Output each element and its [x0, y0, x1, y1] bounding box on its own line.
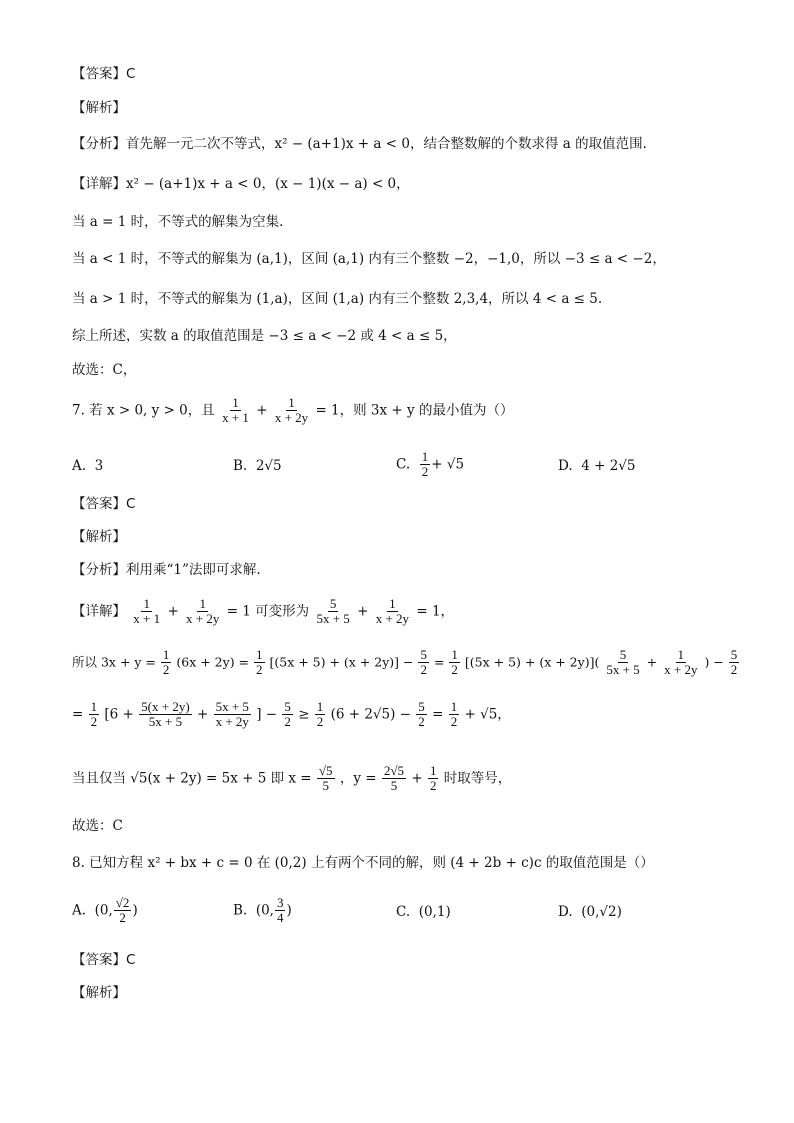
case-a-lt-1: 当 a < 1 时，不等式的解集为 (a,1)，区间 (a,1) 内有三个整数 −2，−1,0，所以 −3 ≤ a < −2，	[72, 251, 666, 267]
option-letter: D.	[558, 904, 573, 920]
option-value: )	[286, 902, 292, 919]
detail-line-1	[72, 597, 454, 627]
detail-line-3	[72, 700, 511, 730]
fraction: $\frac{√5}{5}$	[318, 763, 333, 794]
option-value: )	[132, 902, 138, 919]
option-value: + √5	[431, 456, 465, 473]
answer-label-2: 【答案】C	[72, 496, 136, 512]
text-segment: ] −	[256, 706, 278, 723]
fraction: $\frac{1}{2}$	[316, 699, 324, 730]
option-letter: B.	[233, 458, 248, 474]
answer-label-1: 【答案】C	[72, 66, 136, 82]
q7-option-c	[396, 450, 464, 480]
operator: =	[432, 706, 444, 723]
fraction: $\frac{1}{2}$	[429, 763, 437, 794]
fraction: $\frac{5}{2}$	[730, 647, 738, 678]
text-segment: = 1 可变形为	[226, 603, 310, 620]
fraction: $\frac{1}{x + 2y}$	[186, 596, 220, 627]
fraction: $\frac{5}{5x + 5}$	[316, 596, 350, 627]
detail-line-4	[72, 764, 511, 794]
option-fraction: $\frac{1}{2}$	[421, 449, 429, 480]
fraction: $\frac{5}{2}$	[418, 699, 425, 730]
option-value: (0,	[94, 902, 113, 919]
q7-option-a	[72, 458, 103, 474]
text-segment: = 1，	[416, 603, 455, 620]
answer-label-3: 【答案】C	[72, 952, 136, 968]
choice-text-2: 故选：C	[72, 818, 123, 834]
detail-line-2	[72, 648, 740, 678]
option-value: (0,√2)	[581, 904, 622, 920]
fraction: $\frac{1}{2}$	[450, 699, 458, 730]
summary-text: 综上所述，实数 a 的取值范围是 −3 ≤ a < −2 或 4 < a ≤ 5，	[72, 328, 457, 344]
option-letter: A.	[72, 902, 87, 919]
fraction: $\frac{1}{2}$	[90, 699, 98, 730]
fraction: $\frac{5x + 5}{x + 2y}$	[215, 699, 249, 730]
q7-post: = 1，则 3x + y 的最小值为（）	[315, 402, 514, 419]
q8-option-b	[233, 896, 292, 926]
analysis-label-3: 【解析】	[72, 985, 126, 1001]
option-letter: B.	[233, 902, 248, 919]
q7-plus: +	[256, 402, 268, 419]
operator: +	[411, 770, 423, 787]
q8-option-a	[72, 896, 138, 926]
fraction: $\frac{5}{2}$	[420, 647, 427, 678]
operator: +	[646, 654, 658, 670]
q8-option-c	[396, 904, 451, 920]
text-segment: (6x + 2y) =	[176, 654, 250, 670]
fraction: $\frac{1}{x + 1}$	[133, 596, 161, 627]
option-value: 3	[94, 458, 104, 474]
option-letter: D.	[558, 458, 573, 474]
question-7	[72, 396, 513, 426]
option-fraction: $\frac{√2}{2}$	[115, 895, 130, 926]
option-fraction: $\frac{3}{4}$	[276, 895, 284, 926]
q7-fraction-1: $\frac{1}{x + 1}$	[222, 395, 249, 426]
text-segment: =	[72, 706, 84, 723]
option-value: 4 + 2√5	[581, 458, 636, 474]
case-a-eq-1: 当 a = 1 时，不等式的解集为空集.	[72, 214, 284, 230]
analysis-label-2: 【解析】	[72, 529, 126, 545]
option-value: 2√5	[255, 458, 282, 474]
q8-option-d	[558, 904, 622, 920]
text-segment: (6 + 2√5) −	[330, 706, 411, 723]
option-letter: C.	[396, 904, 411, 920]
q7-pre: 7. 若 x > 0, y > 0，且	[72, 402, 215, 419]
operator: +	[167, 603, 179, 620]
text-segment: 所以 3x + y =	[72, 654, 156, 670]
text-segment: 时取等号，	[443, 770, 512, 787]
operator: +	[357, 603, 369, 620]
fraction: $\frac{1}{2}$	[162, 647, 170, 678]
text-segment: =	[433, 654, 445, 670]
fraction: $\frac{1}{x + 2y}$	[375, 596, 410, 627]
q7-fraction-2: $\frac{1}{x + 2y}$	[274, 395, 309, 426]
fraction: $\frac{1}{2}$	[451, 647, 458, 678]
option-letter: A.	[72, 458, 87, 474]
detail-label: 【详解】	[72, 603, 126, 620]
operator: ≥	[298, 706, 310, 723]
option-value: (0,1)	[418, 904, 451, 920]
fraction: $\frac{5}{2}$	[284, 699, 291, 730]
case-a-gt-1: 当 a > 1 时，不等式的解集为 (1,a)，区间 (1,a) 内有三个整数 2,3,4，所以 4 < a ≤ 5.	[72, 291, 603, 307]
text-segment: ，y =	[339, 770, 377, 787]
fraction: $\frac{2√5}{5}$	[383, 763, 405, 794]
text-segment: ) −	[704, 654, 724, 670]
text-segment: 当且仅当 √5(x + 2y) = 5x + 5 即 x =	[72, 770, 312, 787]
fraction: $\frac{5(x + 2y)}{5x + 5}$	[141, 699, 190, 730]
detail-text-1: 【详解】x² − (a+1)x + a < 0，(x − 1)(x − a) < 0，	[72, 176, 410, 192]
text-segment: [(5x + 5) + (x + 2y)] −	[269, 654, 414, 670]
question-8: 8. 已知方程 x² + bx + c = 0 在 (0,2) 上有两个不同的解，则 (4 + 2b + c)c 的取值范围是（）	[72, 855, 654, 871]
analysis-label-1: 【解析】	[72, 100, 126, 116]
option-letter: C.	[396, 456, 411, 473]
operator: +	[196, 706, 209, 723]
analysis-text-2: 【分析】利用乘“1”法即可求解.	[72, 562, 261, 578]
choice-text-1: 故选：C，	[72, 362, 137, 378]
fraction: $\frac{1}{2}$	[256, 647, 263, 678]
text-segment: [6 +	[104, 706, 134, 723]
option-value: (0,	[255, 902, 274, 919]
fraction: $\frac{5}{5x + 5}$	[606, 647, 640, 678]
fraction: $\frac{1}{x + 2y}$	[664, 647, 698, 678]
text-segment: [(5x + 5) + (x + 2y)](	[464, 654, 600, 670]
text-segment: + √5，	[464, 706, 511, 723]
analysis-text-1: 【分析】首先解一元二次不等式，x² − (a+1)x + a < 0，结合整数解的个数求得 a 的取值范围.	[72, 136, 647, 152]
q7-option-b	[233, 458, 282, 474]
q7-option-d	[558, 458, 636, 474]
